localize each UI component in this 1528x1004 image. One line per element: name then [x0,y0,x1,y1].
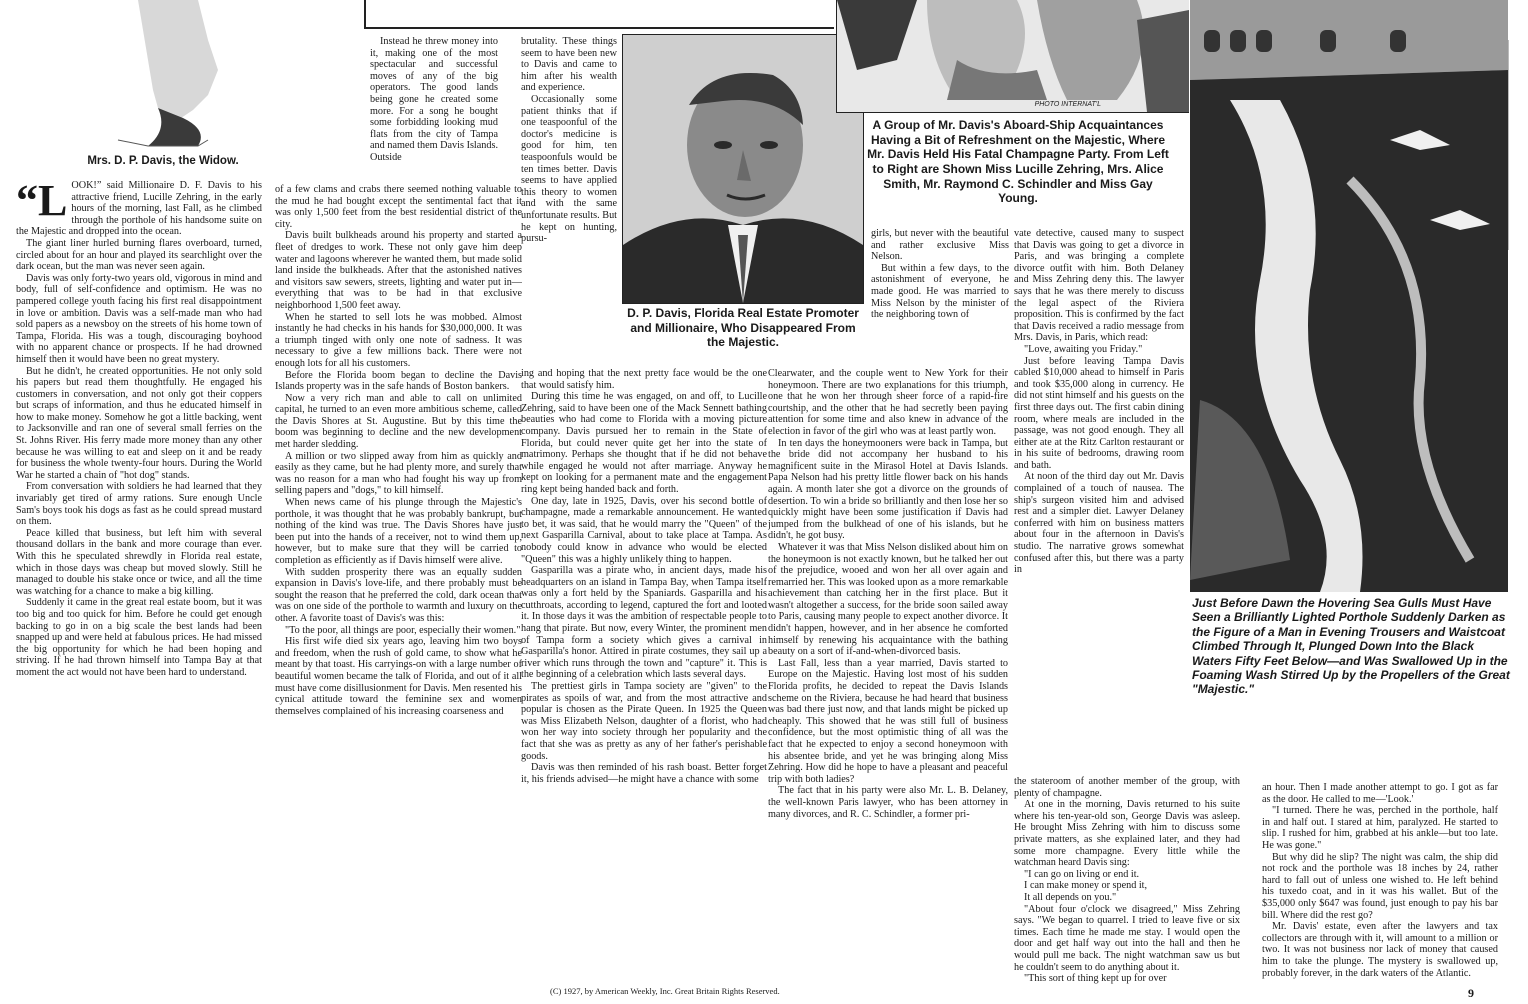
paragraph: With sudden prosperity there was an equally sudden expansion in Davis's love-life, and there probably must be sought the reason that he preferred the cold, dark ocean that was on one side of the porthole to warmth and luxury on the other. A favorite toast of Davis's was this: [275,566,522,624]
paragraph: In ten days the honeymooners were back in Tampa, but the bride did not accompany her husband to his magnificent suite in the Mirasol Hotel at Davis Islands. Papa Nelson had his pretty little flower back on his hands again. A month later she got a divorce on the grounds of desertion. To win a bride so brilliantly and then lose her so quickly might have been some justification if Davis had jumped from the bulkhead of one of his islands, but he didn't, he got busy. [768,437,1008,542]
paragraph: the stateroom of another member of the group, with plenty of champagne. [1014,776,1240,799]
paragraph: ing and hoping that the next pretty face would be the one that would satisfy him. [521,368,767,391]
photo-frame-line [364,27,834,29]
article-column-1 [16,180,262,980]
portrait-illustration [623,35,863,303]
paragraph: One day, late in 1925, Davis, over his second bottle of champagne, made a remarkable announcement. He wanted to bet, it was said, that he would marry the "Queen" of the next Gasparilla Carnival, about to take place at Tampa. As nobody could know in advance who would be elected "Queen" this was a highly unlikely thing to happen. [521,495,767,565]
paragraph: of a few clams and crabs there seemed nothing valuable to the mud he had bought except the sentimental fact that it was only 1,500 feet from the best residential district of the city. [275,184,522,230]
paragraph: The fact that in his party were also Mr. L. B. Delaney, the well-known Paris lawyer, who has been attorney in many divorces, and R. C. Schindler, a former pri- [768,785,1008,820]
paragraph: The prettiest girls in Tampa society are "given" to the pirates as spoils of war, and from the most attractive and popular is chosen as the Pirate Queen. In 1925 the Queen was Miss Elizabeth Nelson, daughter of a florist, who had won her way into society through her popularity and the fact that she was as pretty as any of her father's perishable goods. [521,681,767,762]
paragraph: But why did he slip? The night was calm, the ship did not rock and the porthole was 18 inches by 24, rather hard to fall out of unless one wished to. He left behind his tuxedo coat, and in it was his wallet. But of the $35,000 only $647 was found, just enough to pay his bar bill. Where did the rest go? [1262,851,1498,921]
paragraph: vate detective, caused many to suspect that Davis was going to get a divorce in Paris, and was bringing a complete divorce outfit with him. Both Delaney and Miss Zehring deny this. The lawyer says that he was there merely to discuss the legal aspect of the Riviera proposition. This is confirmed by the fact that Davis received a radio message from Mrs. Davis, in Paris, which read: [1014,228,1184,344]
paragraph: girls, but never with the beautiful and rather exclusive Miss Nelson. [871,228,1009,263]
paragraph: brutality. These things seem to have been new to Davis and came to him after his wealth and experience. [521,36,617,94]
copyright-line: (C) 1927, by American Weekly, Inc. Great Britain Rights Reserved. [550,986,780,996]
portrait-caption: D. P. Davis, Florida Real Estate Promoter and Millionaire, Who Disappeared From the Majestic. [627,306,859,350]
widow-photo [58,0,268,150]
ship-illustration [1190,0,1508,592]
paragraph: His first wife died six years ago, leaving him two boys and freedom, when the rush of gold came, to show what he meant by that toast. His carryings-on with a large number of beautiful women became the talk of Florida, and out of it all must have come disillusionment for Davis. Men resented his cynical attitude toward the feminine sex and women themselves complained of his increasing coarseness and [275,636,522,717]
article-column-5-top [1014,228,1184,776]
article-column-4-top [871,228,1009,368]
paragraph: "I turned. There he was, perched in the porthole, half in and half out. I stared at him, paralyzed. He started to slip. I rushed for him, grabbed at his ankle—but too late. He was gone." [1262,805,1498,851]
article-column-3 [521,368,767,982]
paragraph: Last Fall, less than a year married, Davis started to Europe on the Majestic. Having lost most of his sudden Florida profits, he decided to repeat the Davis Islands scheme on the Riviera, because he had heard that business was bad there just now, and that lands might be picked up cheaply. This showed that he was still full of business confidence, but the most optimistic thing of all was the fact that he expected to enjoy a second honeymoon with his absentee bride, and yet he was bringing along Miss Zehring. How did he hope to have a pleasant and peaceful trip with both ladies? [768,657,1008,785]
paragraph: Mr. Davis' estate, even after the lawyers and tax collectors are through with it, will amount to a million or two. It was not business nor lack of money that caused him to take the plunge. The mystery is swallowed up, probably forever, in the dark waters of the Atlantic. [1262,921,1498,979]
paragraph: A million or two slipped away from him as quickly and easily as they came, but he had plenty more, and surely that was no reason for a man who had fought his way up from selling papers and "dogs," to kill himself. [275,450,522,497]
verse: I can make money or spend it, [1024,880,1148,892]
paragraph: OOK!” said Millionaire D. F. Davis to his attractive friend, Lucille Zehring, in the early hours of the morning, last Fall, as he climbed through the porthole of his handsome suite on the Majestic and dropped into the ocean. [16,180,262,238]
paragraph: From conversation with soldiers he had learned that they invariably get tired of army rations. Sure enough Uncle Sam's boys took his dogs as fast as he could spread mustard on them. [16,481,262,528]
paragraph: Davis was only forty-two years old, vigorous in mind and body, full of self-confidence and optimism. He was no pampered college youth facing his first real disappointment in love or ambition. Davis was a self-made man who had sold papers as a newsboy on the streets of his home town of Tampa, Florida. His was a tough, discouraging boyhood with no apparent chance or prospects. If he had drowned himself then it would have been no great mystery. [16,272,262,365]
article-column-4 [768,368,1008,984]
verse: "I can go on living or end it. [1024,868,1140,880]
paragraph: Davis built bulkheads around his property and started a fleet of dredges to work. These not only gave him deep water and lagoons wherever he wanted them, but made solid land inside the bulkheads. After that the astonished natives and visitors saw sewers, streets, lighting and water put in—everything that was to be had in that exclusive neighborhood 1,500 feet away. [275,230,522,311]
paragraph: Now a very rich man and able to call on unlimited capital, he turned to an even more ambitious scheme, called the Davis Shores at St. Augustine. But by this time the boom was beginning to decline and the new development met harder sledding. [275,392,522,451]
paragraph: Peace killed that business, but left him with several thousand dollars in the bank and more courage than ever. With this he speculated shrewdly in Florida real estate, which in those days was cheap but moved slowly. Still he managed to double his stake once or twice, and all the time was watching for a chance to make a big killing. [16,527,262,597]
article-column-3-top [521,36,617,366]
paragraph: Clearwater, and the couple went to New York for their honeymoon. There are two explanations for this triumph, one that he won her through sheer force of a rapid-fire courtship, and the other that he had secretly been paying attention for some time and also knew in advance of the election in favor of the girl who was at least partly won. [768,368,1008,437]
quote: "Love, awaiting you Friday." [1024,343,1143,355]
paragraph: Before the Florida boom began to decline the Davis Islands property was in the safe hands of Boston bankers. [275,369,522,393]
page-edge-line [1508,40,1509,250]
paragraph: Gasparilla was a pirate who, in ancient days, made his headquarters on an island in Tampa Bay, when Tampa itself was only a fort held by the Spaniards. Gasparilla and his cutthroats, according to legend, captured the fort and looted it. In those days it was the ambition of respectable people to hang that pirate. But now, every Winter, the prominent men of Tampa form a society which gives a carnival in Gasparilla's honor. Attired in pirate costumes, they sail up a river which runs through the town and "capture" it. This is the beginning of a celebration which lasts several days. [521,565,767,681]
paragraph: During this time he was engaged, on and off, to Lucille Zehring, said to have been one of the Mack Sennett bathing beauties who had come to Florida with a moving picture company. Davis pursued her to remain in the State of Florida, but could never quite get her into the state of matrimony. Perhaps she thought that if he did not behave while engaged he would not after marriage. Anyway he kept on looking for a permanent mate and the engagement ring kept being handed back and forth. [521,391,767,495]
article-column-5 [1014,776,1240,984]
widow-caption: Mrs. D. P. Davis, the Widow. [87,155,239,167]
widow-figure-illustration [58,0,268,150]
portrait-photo [622,34,864,304]
paragraph: When he started to sell lots he was mobbed. Almost instantly he had checks in his hands for $30,000,000. It was a triumph tinged with only one note of sadness. It was necessary to give a few millions back. There were not enough lots for all his customers. [275,311,522,369]
article-column-2 [275,184,522,984]
group-illustration [837,0,1189,112]
verse: It all depends on you." [1024,891,1117,903]
group-photo [836,0,1189,113]
article-column-6 [1262,782,1498,982]
paragraph: an hour. Then I made another attempt to go. I got as far as the door. He called to me—'Look.' [1262,782,1498,805]
photo-frame-line [364,0,366,28]
paragraph: Davis was then reminded of his rash boast. Better forget it, his friends advised—he might have a chance with some [521,762,767,785]
paragraph: But he didn't, he created opportunities. He not only sold his papers but read them thoughtfully. He engaged his customers in conversation, and not only got their coppers but scraps of information, and thus he educated himself in how to make money. Somehow he got a little backing, went to Jacksonville and ran one of several small ferries on the St. Johns River. His ferry made more money than any other because he was willing to eat and sleep on it and be ready for business the whole twenty-four hours. During the World War he started a chain of "hot dog" stands. [16,365,262,481]
paragraph: Instead he threw money into it, making one of the most spectacular and successful moves of any of the big operators. The good lands being gone he created some more. For a song he bought some forbidding looking mud flats from the city of Tampa and named them Davis Islands. Outside [370,36,498,163]
paragraph: Just before leaving Tampa Davis cabled $10,000 ahead to himself in Paris and took $35,000 along in currency. He did not stint himself and his guests on the first three days out. The first cabin dining room, where meals are included in the passage, was not good enough. They all either ate at the Ritz Carlton restaurant or in his suite of bedrooms, drawing room and bath. [1014,355,1184,471]
paragraph: At one in the morning, Davis returned to his suite where his ten-year-old son, George Davis was asleep. He brought Miss Zehring with him to discuss some private matters, as she explained later, and they had some more champagne. Every little while the watchman heard Davis sing: [1014,799,1240,869]
ship-drawing [1190,0,1508,592]
quote: "To the poor, all things are poor, especially their women." [285,624,521,636]
photo-credit: PHOTO INTERNAT'L [1034,101,1101,108]
paragraph: When news came of his plunge through the Majestic's porthole, it was thought that he was probably bankrupt, but nothing of the kind was true. The Davis Shores have just been put into the hands of a receiver, not to wind them up, however, but to make sure that they will be carried to completion as efficiently as if Davis himself were alive. [275,497,522,566]
article-column-2-top [370,36,498,184]
paragraph: Occasionally some patient thinks that if one teaspoonful of the doctor's medicine is good for him, ten teaspoonfuls would be ten times better. Davis seems to have applied this theory to women and with the same unfortunate results. But he kept on hunting, pursu- [521,93,617,245]
page-number: 9 [1468,986,1474,1000]
paragraph: But within a few days, to the astonishment of everyone, he made good. He was married to Miss Nelson by the minister of the neighboring town of [871,262,1009,321]
paragraph: "This sort of thing kept up for over [1024,973,1167,984]
paragraph: The giant liner hurled burning flares overboard, turned, circled about for an hour and played its searchlight over the dark ocean, but the man was never seen again. [16,237,262,273]
paragraph: "About four o'clock we disagreed," Miss Zehring says. "We began to quarrel. I tried to leave five or six times. Each time he made me stay. I would open the door and get half way out into the hall and then he would pull me back. The night watchman saw us but he couldn't seem to do anything about it. [1014,903,1240,973]
group-caption: A Group of Mr. Davis's Aboard-Ship Acquaintances Having a Bit of Refreshment on the Majestic, Where Mr. Davis Held His Fatal Champagne Party. From Left to Right are Shown Miss Lucille Zehring, Mrs. Alice Smith, Mr. Raymond C. Schindler and Miss Gay Young. [867,118,1169,206]
paragraph: Suddenly it came in the great real estate boom, but it was too big and too quick for him. Before he could get enough backing to go in on a big scale the best lands had been snapped up and were held at fabulous prices. He had missed the big opportunity for which he had been hoping and striving. If he had thrown himself into Tampa Bay at that moment the act would not have been hard to understand. [16,597,262,678]
paragraph: Whatever it was that Miss Nelson disliked about him on the honeymoon is not exactly known, but he talked her out of the prejudice, wooed and won her all over again and remarried her. This was looked upon as a more remarkable achievement than catching her in the first place. But it wasn't altogether a success, for the bride soon sailed away to Paris, causing many people to expect another divorce. It didn't happen, however, and in her absence he comforted himself by renewing his acquaintance with the bathing beauty on a sort of if-and-when-divorced basis. [768,541,1008,658]
drop-cap: “L [16,180,68,225]
paragraph: At noon of the third day out Mr. Davis complained of a touch of nausea. The ship's surgeon visited him and advised rest and a simpler diet. Lawyer Delaney conferred with him on business matters about four in the afternoon in Davis's studio. The narrative grows somewhat confused after this, but there was a party in [1014,471,1184,576]
ship-caption: Just Before Dawn the Hovering Sea Gulls Must Have Seen a Brilliantly Lighted Porthole Suddenly Darken as the Figure of a Man in Evening Trousers and Waistcoat Climbed Through It, Plunged Down Into the Black Waters Fifty Feet Below—and Was Swallowed Up in the Foaming Wash Stirred Up by the Propellers of the Great "Majestic." [1192,596,1510,697]
